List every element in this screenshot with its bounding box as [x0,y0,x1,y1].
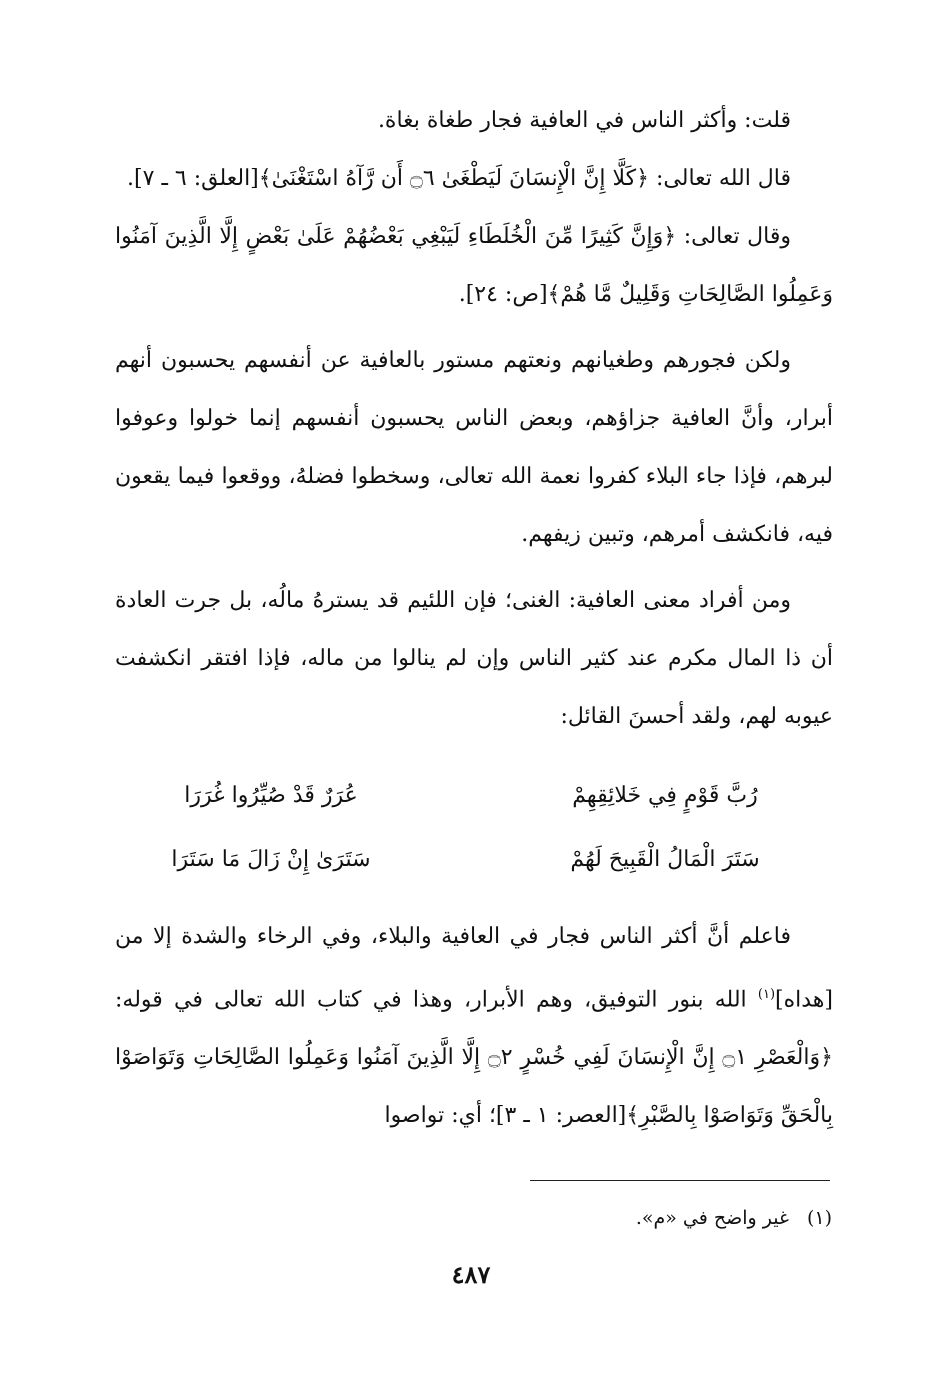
paragraph-6-text-a: فاعلم أنَّ أكثر الناس فجار في العافية والبلاء، وفي الرخاء والشدة إلا من [هداه] [115,924,833,1013]
quran-reference-sad: [ص: ٢٤]. [458,282,548,307]
footnote-divider [530,1180,830,1181]
poem-line-1-first-hemistich: رُبَّ قَوْمٍ فِي خَلائِقِهِمْ [572,783,758,808]
page-number: ٤٨٧ [451,1260,491,1289]
footnote-number: (١) [806,1207,832,1229]
paragraph-4 [115,332,833,564]
poem-line-1 [115,764,833,828]
poem [115,764,833,892]
paragraph-2 [115,150,833,208]
quran-reference-asr: [العصر: ١ ـ ٣]؛ أي: تواصوا [384,1103,627,1129]
poem-line-2-first-hemistich: سَتَرَ الْمَالُ الْقَبِيحَ لَهُمْ [570,847,760,872]
paragraph-1 [115,92,833,150]
main-text [115,92,833,1145]
paragraph-5 [115,572,833,746]
paragraph-6-text-b: الله بنور التوفيق، وهم الأبرار، وهذا في كتاب الله تعالى في قوله: [115,987,758,1013]
quran-verse-asr: ﴿وَالْعَصْرِ ۝١ إِنَّ الْإِنسَانَ لَفِي خُسْرٍ ۝٢ إِلَّا الَّذِينَ آمَنُوا وَعَمِلُوا الصَّالِحَاتِ وَتَوَاصَوْا بِالْحَقِّ وَتَوَاصَوْا بِالصَّبْرِ﴾ [115,1045,833,1129]
quran-verse-sad: ﴿وَإِنَّ كَثِيرًا مِّنَ الْخُلَطَاءِ لَيَبْغِي بَعْضُهُمْ عَلَىٰ بَعْضٍ إِلَّا الَّذِينَ آمَنُوا وَعَمِلُوا الصَّالِحَاتِ وَقَلِيلٌ مَّا هُمْ﴾ [115,224,833,307]
paragraph-1-text: قلت: وأكثر الناس في العافية فجار طغاة بغاة. [377,108,791,133]
footnote [200,1198,832,1238]
paragraph-3-intro: وقال تعالى: [676,224,791,249]
quran-reference-alaq: [العلق: ٦ ـ ٧]. [127,166,259,191]
paragraph-3 [115,208,833,324]
paragraph-5-text: ومن أفراد معنى العافية: الغنى؛ فإن اللئيم قد يسترهُ مالُه، بل جرت العادة أن ذا المال مكرم عند كثير الناس وإن لم ينالوا من ماله، فإذا افتقر انكشفت عيوبه لهم، ولقد أحسنَ القائل: [115,588,833,729]
quran-verse-alaq: ﴿كَلَّا إِنَّ الْإِنسَانَ لَيَطْغَىٰ ۝٦ أَن رَّآهُ اسْتَغْنَىٰ﴾ [258,166,650,191]
paragraph-2-intro: قال الله تعالى: [649,166,791,191]
footnote-text: غير واضح في «م». [635,1207,789,1229]
paragraph-6 [115,908,833,1145]
poem-line-2 [115,828,833,892]
footnote-reference: (١) [757,987,776,1002]
poem-line-2-second-hemistich: سَتَرَىٰ إِنْ زَالَ مَا سَتَرَا [171,847,371,872]
poem-line-1-second-hemistich: عُرَرٌ قَدْ صُيِّرُوا غُرَرَا [184,783,358,808]
paragraph-4-text: ولكن فجورهم وطغيانهم ونعتهم مستور بالعافية عن أنفسهم يحسبون أنهم أبرار، وأنَّ العافية جزاؤهم، وبعض الناس يحسبون أنفسهم إنما خولوا وعوفوا لبرهم، فإذا جاء البلاء كفروا نعمة الله تعالى، وسخطوا فضلهُ، ووقعوا فيما يقعون فيه، فانكشف أمرهم، وتبين زيفهم. [115,348,833,547]
